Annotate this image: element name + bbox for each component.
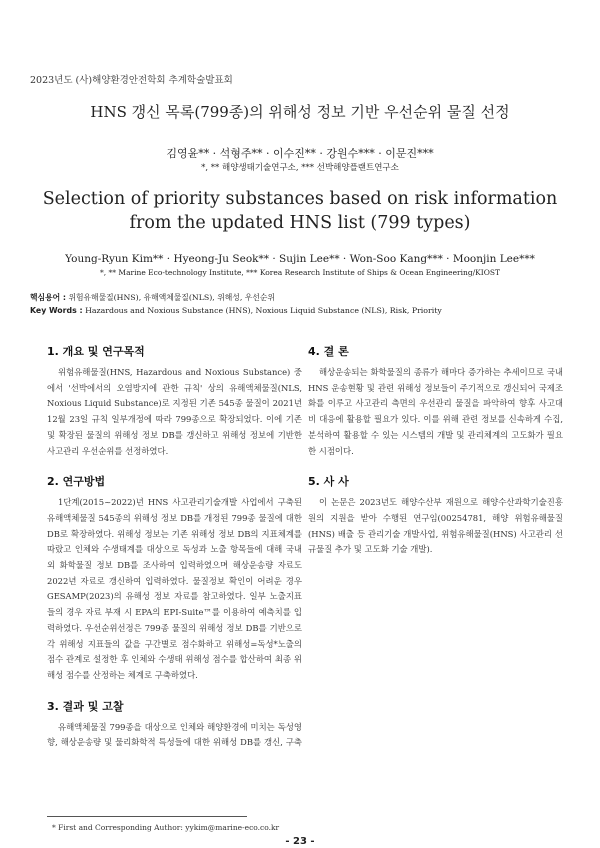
- page-number: - 23 -: [285, 836, 315, 847]
- section-5-heading: 5. 사 사: [308, 475, 349, 489]
- section-2: [47, 473, 302, 683]
- section-1: [47, 343, 302, 459]
- authors-korean: 김영윤** · 석형주** · 이수진** · 강원수*** · 이문진***: [166, 147, 434, 160]
- section-2-heading: 2. 연구방법: [47, 475, 106, 489]
- keywords-english: [30, 305, 575, 316]
- keywords-korean: [30, 292, 575, 303]
- section-4: [308, 343, 563, 459]
- title-english: Selection of priority substances based on risk information from the updated HNS list (799 types): [42, 189, 558, 233]
- section-5: [308, 473, 563, 558]
- title-korean: HNS 갱신 목록(799종)의 위해성 정보 기반 우선순위 물질 선정: [90, 103, 510, 121]
- affiliation-korean: *, ** 해양생태기술연구소, *** 선박해양플랜트연구소: [201, 163, 399, 173]
- section-1-heading: 1. 개요 및 연구목적: [47, 345, 145, 358]
- section-3-heading: 3. 결과 및 고찰: [47, 699, 124, 713]
- section-4-heading: 4. 결 론: [308, 345, 349, 358]
- section-2-body: 1단계(2015~2022)년 HNS 사고관리기술개발 사업에서 구축된 유해액체물질 545종의 위해성 정보 DB를 개정된 799종 물질에 대한 DB로 확장하였다. 위해성 정보는 기존 위해성 정보 DB의 지표체계를 따랐고 인체와 수생태계를 대상으로 독성과 노출 항목들에 대해 국내외 화학물질 정보 DB를 조사하여 입력하였으며 해상운송량 자료도 2022년 자료로 갱신하여 입력하였다. 물질정보 확인이 어려운 경우 GESAMP(2023)의 유해성 정보 자료를 참고하였다. 일부 노출지표들의 경우 자료 부재 시 EPA의 EPI-Suite™를 이용하여 예측치를 입력하였다. 우선순위선정은 799종 물질의 위해성 정보 DB를 기반으로 각 위해성 지표들의 값을 구간별로 점수화하고 위해성=독성*노출의 점수 관계로 설정한 후 인체와 수생태 위해성 점수를 합산하여 최종 위해성 점수를 산정하는 체계로 구축하였다.: [47, 497, 302, 680]
- keywords-english-text: Hazardous and Noxious Substance (HNS), Noxious Liquid Substance (NLS), Risk, Priority: [85, 306, 442, 315]
- keywords-korean-label: 핵심용어 :: [30, 293, 66, 302]
- right-column: [308, 343, 563, 572]
- keywords-korean-text: 위험유해물질(HNS), 유해액체물질(NLS), 위해성, 우선순위: [68, 293, 275, 302]
- footnote-rule: [47, 816, 247, 817]
- affiliation-english: *, ** Marine Eco-technology Institute, *** Korea Research Institute of Ships & Ocean Engineering/KIOST: [99, 268, 501, 277]
- footnote: * First and Corresponding Author: yykim@marine-eco.co.kr: [52, 823, 280, 832]
- section-1-body: 위험유해물질(HNS, Hazardous and Noxious Substance) 중에서 '선박에서의 오염방지에 관한 규칙' 상의 유해액체물질(NLS, Noxious Liquid Substance)로 지정된 기존 545종 물질이 2021년 12월 23일 규칙 일부개정에 따라 799종으로 확장되었다. 이에 기존 및 확장된 물질의 위해성 정보 DB를 갱신하고 위해성 정보에 기반한 사고관리 우선순위를 선정하였다.: [47, 367, 302, 456]
- left-column: [47, 343, 302, 765]
- conference-header: 2023년도 (사)해양환경안전학회 추계학술발표회: [30, 75, 233, 86]
- section-5-body: 이 논문은 2023년도 해양수산부 재원으로 해양수산과학기술진흥원의 지원을 받아 수행된 연구임(00254781, 해양 위험유해물질(HNS) 배출 등 관리기술 개발사업, 위험유해물질(HNS) 사고관리 선규물질 추가 및 고도화 기술 개발).: [308, 497, 563, 555]
- keywords-english-label: Key Words :: [30, 306, 83, 315]
- section-4-body: 해상운송되는 화학물질의 종류가 해마다 증가하는 추세이므로 국내 HNS 운송현황 및 관련 위해성 정보들이 주기적으로 갱신되어 국제조화를 이루고 사고관리 측면의 우선관리 물질을 파악하여 향후 사고대비 대응에 활용할 필요가 있다. 이를 위해 관련 정보를 신속하게 수집, 분석하여 활용할 수 있는 시스템의 개발 및 관리체계의 고도화가 필요한 시점이다.: [308, 367, 563, 456]
- section-3: [47, 698, 302, 751]
- authors-english: Young-Ryun Kim** · Hyeong-Ju Seok** · Sujin Lee** · Won-Soo Kang*** · Moonjin Lee***: [65, 253, 535, 265]
- section-3-body: 유해액체물질 799종을 대상으로 인체와 해양환경에 미치는 독성영향, 해상운송량 및 물리화학적 특성들에 대한 위해성 DB를 갱신, 구축: [47, 721, 302, 748]
